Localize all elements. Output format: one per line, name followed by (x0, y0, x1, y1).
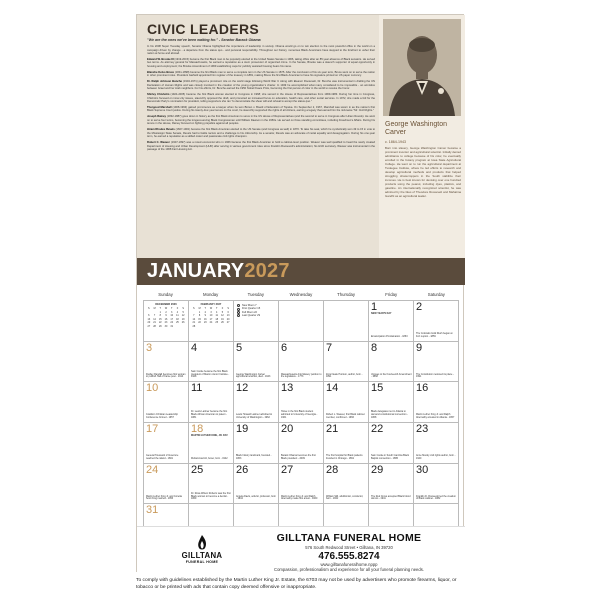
bio-name: Robert C. Weaver (147, 141, 170, 145)
mini-calendar-day: 27 (226, 321, 230, 325)
bio-paragraph (147, 93, 375, 104)
day-note: Barack Obama becomes the first Black president - 2009 (281, 453, 316, 460)
mini-calendar-day: 28 (192, 324, 196, 328)
moon-phase-label: Full Moon 22 (242, 310, 257, 314)
day-note: Angela Davis, activist, professor, born - 1944 (236, 494, 276, 501)
mini-calendar-day: 26 (221, 321, 224, 325)
mini-calendar-day: 2 (204, 310, 206, 314)
mini-calendar-day: 26 (181, 321, 185, 325)
holiday-label: MARTIN LUTHER KING, JR. DAY (191, 434, 228, 437)
day-note: Martin Luther King Jr. and Ralph Abernathy arrested in Atlanta - 1957 (416, 413, 455, 420)
bio-name: Dr. Ralph Johnson Bunche (147, 80, 183, 84)
bio-text: (1904-1971) played a prominent role on the world stage following World War II. Along with Eleanor Roosevelt, Dr. Bunche was instrumental in drafting the UN Declaration of Human Rights and was closely involved in the creation of the young organization's charter. In 1949 he accomplished what many considered to be impossible - an armistice between Israel and her Arab neighbors. For his efforts, Dr. Bunche earned the 1950 Nobel Peace Prize, becoming the first person of color in the world to receive the honor. (147, 80, 375, 91)
mini-calendar-day: 1 (159, 310, 161, 314)
day-number: 16 (416, 382, 429, 395)
mini-calendar-day: 29 (158, 324, 162, 328)
day-number: 17 (146, 423, 159, 435)
mini-calendar-day: 8 (159, 314, 161, 318)
day-note: Franklin D. Roosevelt led the creation of Black cabinet - 1882 (416, 494, 456, 501)
day-cell (144, 382, 189, 423)
mini-calendar-day: T (170, 307, 173, 310)
mini-calendar-day: 22 (158, 321, 162, 325)
mini-calendar-day: 16 (203, 317, 207, 321)
mini-calendar-day: 25 (215, 321, 219, 325)
day-note: General Toussaint L'Ouverture reached the island - 1801 (146, 453, 179, 460)
mini-calendar-day: 15 (198, 317, 201, 321)
day-cell (189, 423, 234, 464)
bio-paragraph (147, 106, 375, 113)
portrait-sidebar (379, 15, 465, 258)
day-number: 28 (326, 463, 339, 476)
day-number: 13 (281, 382, 294, 395)
sponsor-footer (137, 526, 465, 573)
day-number: 3 (146, 341, 153, 354)
day-grid (143, 300, 459, 545)
mini-calendar-day: 23 (164, 321, 168, 325)
moon-phase-label: First Quarter 15 (242, 307, 261, 311)
day-note: Black delegates met in Atlanta to demand constitutional convention - 1868 (371, 410, 408, 420)
february-cell (189, 301, 234, 342)
day-note: Emancipation Proclamation - 1863 (371, 334, 408, 338)
weekday-label: Tuesday (247, 292, 264, 297)
civic-leaders-text (147, 21, 375, 253)
day-number: 12 (236, 382, 249, 395)
mini-calendar-day: T (215, 307, 218, 310)
day-cell (144, 464, 189, 505)
day-cell (144, 342, 189, 383)
day-number: 26 (236, 463, 249, 476)
mini-calendar-day: 13 (226, 314, 230, 318)
day-number: 29 (371, 463, 384, 476)
day-number: 24 (146, 463, 159, 476)
portrait-image (383, 19, 461, 116)
panel-quote: "We are the ones we've been waiting for." - Senator Barack Obama (147, 38, 261, 42)
day-cell (414, 301, 459, 342)
mini-calendar-day: 8 (198, 314, 201, 318)
day-note: Lewis Howard Latimer admitted to University of Washington - 1962 (236, 413, 273, 420)
mini-calendar-day: 23 (203, 321, 207, 325)
day-cell (234, 423, 279, 464)
bio-name: Thurgood Marshall (147, 105, 172, 109)
portrait-dates: c. 1864-1943 (385, 140, 406, 144)
bio-text: (1841-1898) became the first Black man to serve a complete term in the US Senate in 1875. After the conclusion of his six-year term, Bruce went on to serve the nation in other prominent roles. President Garfield appointed him register of the treasury in 1881, making Bruce the first Black American to have his signature printed on US paper currency. (147, 70, 375, 78)
day-number: 2 (416, 301, 423, 313)
mini-calendar-day: 1 (198, 310, 201, 314)
day-cell (189, 342, 234, 383)
moon-icon (237, 314, 240, 317)
mini-calendar-day: 14 (192, 317, 196, 321)
december-cell (144, 301, 189, 342)
business-info (249, 532, 449, 572)
weekday-label: Friday (385, 292, 398, 297)
mini-calendar-day: 28 (153, 324, 156, 328)
bio-text: (1827-1901) became the first Black American elected to the US Senate (and Congress as well) in 1870. To take his seat, which he symbolically won 49 to 15 in vote to the Mississippi State Senate, Revels had to battle racism and a challenge to his citizenship. As a senator, Revels was an advocate of racial equality and desegregation. During his one-year term, he earned a reputation as a skilled orator and passionate civil rights champion. (147, 128, 375, 139)
mini-calendar-day: 15 (158, 317, 162, 321)
mini-calendar-day: F (176, 307, 179, 310)
mini-calendar-day: S (193, 307, 195, 310)
day-note: Sam Cooke in South Carolina Black Baptist convention - 1865 (371, 453, 410, 460)
mini-calendar-day: 12 (181, 314, 185, 318)
day-note: The first hospital for Black patients founded in Chicago - 1891 (326, 453, 363, 460)
day-note: The Colorado Gold Rush began at Fort Lupton - 1859 (416, 331, 453, 338)
mini-calendar-day: T (204, 307, 207, 310)
mini-calendar-day: 24 (209, 321, 213, 325)
day-note: Ulysses to the Fourteenth Amendment - 1868 (371, 372, 412, 379)
mini-calendar-day: 27 (147, 324, 151, 328)
day-number: 18 (191, 423, 204, 435)
day-number: 25 (191, 463, 204, 476)
mini-calendar-day: 22 (198, 321, 201, 325)
bio-name: Hiram Rhodes Revels (147, 128, 175, 132)
day-note: Black history landmark, founded - 1863 (236, 453, 272, 460)
day-number: 22 (371, 423, 384, 435)
calendar-grid (143, 292, 459, 517)
mini-calendar-day: 7 (193, 314, 195, 318)
logo-text: GILLTANA (181, 551, 223, 560)
mini-calendar-day: 2 (165, 310, 167, 314)
mini-calendar-day: 5 (221, 310, 224, 314)
mini-calendar-day (180, 325, 186, 328)
moon-phase-label: Last Quarter 29 (242, 314, 261, 318)
day-number: 27 (281, 463, 294, 476)
day-number: 15 (371, 382, 384, 395)
empty-cell (279, 301, 324, 342)
bio-name: Edward W. Brooke III (147, 57, 174, 61)
business-name: GILLTANA FUNERAL HOME (276, 532, 422, 544)
day-cell (324, 382, 369, 423)
day-note: The Red Cross accepted Black blood donors - 1941 (371, 494, 411, 501)
day-cell (414, 382, 459, 423)
day-cell (234, 382, 279, 423)
day-cell (369, 342, 414, 383)
day-note: Massachusetts Anti-Slavery petition to the legislature - 1773 (281, 372, 322, 379)
weekday-label: Thursday (337, 292, 356, 297)
mini-calendar-day: 6 (227, 310, 229, 314)
day-number: 19 (236, 423, 249, 435)
day-note: George Washington Carver agricultural scientist, died - 1943 (236, 372, 271, 379)
day-number: 30 (416, 463, 429, 476)
month-name: JANUARY (147, 260, 245, 282)
mini-calendar-day: 6 (148, 314, 150, 318)
mini-calendar-day: S (182, 307, 184, 310)
day-note: Muhammad Ali, boxer, born - 1942 (191, 456, 228, 460)
day-number: 5 (236, 341, 243, 354)
mini-calendar-day: 11 (215, 314, 218, 318)
mini-calendar-day: 16 (164, 317, 168, 321)
mini-calendar-day: 20 (226, 317, 230, 321)
weekday-label: Monday (203, 292, 219, 297)
mini-calendar-day: T (159, 307, 162, 310)
mini-calendar-day: 3 (171, 310, 173, 314)
day-cell (324, 423, 369, 464)
day-cell (234, 342, 279, 383)
mini-calendar-day: 7 (153, 314, 156, 318)
day-number: 4 (191, 341, 198, 354)
mini-calendar-day: 19 (181, 317, 185, 321)
day-cell (414, 423, 459, 464)
day-cell (279, 464, 324, 505)
day-note: William Still, abolitionist, conductor, born - 1821 (326, 494, 364, 501)
day-number: 6 (281, 341, 288, 354)
bio-paragraph (147, 45, 375, 56)
business-website[interactable]: www.gilltanafuneralhome.nppp (320, 562, 378, 567)
funeral-home-logo (167, 535, 237, 564)
day-note: Robert L. Weaver, first Black cabinet member, confirmed - 1966 (326, 413, 365, 420)
day-cell (369, 382, 414, 423)
bio-paragraph (147, 141, 375, 152)
mini-calendar-day: F (221, 307, 224, 310)
bio-paragraph (147, 128, 375, 139)
mini-calendar-day: 21 (153, 321, 156, 325)
weekday-label: Sunday (158, 292, 173, 297)
mini-calendar-day: 17 (170, 317, 174, 321)
day-note: Coalition Christian Leadership Conference formed - 1957 (146, 413, 178, 420)
mini-calendar-day: 11 (176, 314, 179, 318)
business-address: 576 South Redwood Street • Gilltana, IN 39720 (305, 545, 393, 550)
day-note: Martin Luther King Jr. and Coretta Scott King married - 1953 (146, 494, 182, 501)
mini-calendar-day: 20 (147, 321, 151, 325)
moon-cell (234, 301, 279, 342)
bio-text: (1908-1993) gained prominence as a lawyer when he won Brown v. Board of Education of Topeka. On September 2, 1967, Marshall was sworn in as the nation's first Black Supreme Court justice. During his twenty-four-year tenure on the court, he staunchly supported the rights of all citizens, earning a legacy that earned him the nickname "Mr. Civil Rights." (147, 105, 375, 113)
day-number: 9 (416, 341, 423, 354)
month-title (147, 260, 290, 283)
bio-paragraph (147, 80, 375, 91)
mini-calendar-day: 4 (216, 310, 218, 314)
moon-phase-label: New Moon 7 (242, 304, 257, 307)
mini-calendar-day: 21 (192, 321, 196, 325)
day-number: 8 (371, 341, 378, 354)
bio-text: (1907-1997) was a noted economist who in 1966 became the first Black American to hold a cabinet-level position. Weaver was well qualified to head the newly created Department of Housing and Urban Development (HUD) after serving in various government roles since Franklin Roosevelt's administration; his HUD secretary. Weaver was instrumental in the passage of the 1968 Fair Housing Act. (147, 141, 375, 152)
mini-calendar-day: S (227, 307, 229, 310)
weekday-label: Wednesday (289, 292, 313, 297)
bio-name: Shirley Chisholm (147, 93, 170, 97)
mini-calendar-day: 19 (221, 317, 224, 321)
day-cell (369, 464, 414, 505)
mini-calendar-day: 14 (153, 317, 156, 321)
mini-calendar-day: 3 (210, 310, 212, 314)
panel-title: CIVIC LEADERS (147, 21, 260, 37)
day-note: Anne Moody civil rights author, born - 1940 (416, 453, 456, 460)
day-cell (279, 382, 324, 423)
day-number: 20 (281, 423, 294, 435)
mini-calendar-title: FEBRUARY 2027 (200, 303, 222, 306)
business-tagline: Compassion, professionalism and experience for all your funeral planning needs. (274, 567, 424, 572)
logo-subtext: FUNERAL HOME (185, 560, 219, 564)
weekday-label: Saturday (427, 292, 445, 297)
mini-calendar-day: 5 (182, 310, 184, 314)
day-number: 1 (371, 301, 378, 313)
civic-leaders-panel (137, 15, 465, 258)
day-cell (189, 464, 234, 505)
day-cell (369, 423, 414, 464)
mini-calendar-day: 18 (215, 317, 219, 321)
day-note: Martin Luther King Jr. and Ralph Abernathy made first arrest - 1960 (281, 494, 318, 501)
flame-icon (197, 535, 207, 551)
bio-paragraph (147, 115, 375, 126)
day-cell (144, 423, 189, 464)
bio-text: (1832-1887) goes down in history as the first Black American to serve in the US House of Representatives (and the second to serve in Congress after Hiram Revels). He went on to serve four terms, becoming the longest-serving Black Congressman until William Dawson in the 1950s. He served on three standing committees, including Freedmen's Affairs. During his tenure in the House, Rainey focused on fighting prejudice against all peoples. (147, 115, 375, 126)
mini-calendar-day: 24 (170, 321, 174, 325)
bio-paragraph (147, 58, 375, 69)
day-note: Zora Neale Hurston, author, born - 1891 (326, 372, 363, 379)
day-number: 14 (326, 382, 339, 395)
mini-calendar-day: M (198, 307, 201, 310)
bio-list (147, 45, 375, 152)
holiday-label: NEW YEAR'S DAY (371, 312, 392, 315)
mini-calendar-day (225, 325, 231, 328)
day-note: The Constitution restored its place - 1991 (416, 372, 454, 379)
mini-calendar-day: S (148, 307, 150, 310)
day-note: Dudley Randall becomes first woman to publish Hall of Fame poet - 1914 (146, 372, 186, 379)
mini-calendar-day: M (153, 307, 156, 310)
mini-calendar-day: 17 (209, 317, 213, 321)
bio-paragraph (147, 71, 375, 78)
day-note: Howe in the first Black student admitted to University of Georgia - 1961 (281, 410, 318, 420)
day-cell (324, 342, 369, 383)
moon-phase-row (237, 314, 277, 317)
day-number: 23 (416, 423, 429, 435)
day-number: 10 (146, 382, 159, 395)
weekday-header (143, 292, 459, 300)
day-cell (324, 464, 369, 505)
mini-calendar-title: DECEMBER 2026 (155, 303, 177, 306)
february-mini-calendar (191, 303, 231, 329)
portrait-bio: Born into slavery, George Washington Carver became a prominent inventor and agricultural scientist. Initially denied admittance to college because of his color, he eventually enrolled in the botany program at Iowa State Agricultural College. He went on to run the agricultural department at Tuskegee Institute, where he led efforts to research and develop agricultural methods and products that helped struggling sharecroppers in the South stabilize their incomes. He is best known for devising over one hundred products using the peanut, including dyes, plastics, and gasoline. An internationally recognized scientist, he was admired by the likes of Theodore Roosevelt and Mahatma Gandhi as an agricultural leader. (385, 146, 461, 198)
mini-calendar-day: 4 (176, 310, 179, 314)
bio-text: (1919-2015) became the first Black man to be popularly elected to the United States Senate in 1966, taking office after an 85-year absence of Black senators. He served two terms. As attorney general for Massachusetts, he earned a reputation as a stern prosecutor of organized crime. In the Senate, Brooke was a staunch supporter of equal opportunity in housing and employment; the Brooke Amendment of 1969 establishing caps for publicly assisted housing bears his name. (147, 57, 375, 68)
month-banner (137, 258, 465, 285)
day-cell (189, 382, 234, 423)
mini-calendar-day: 30 (164, 324, 168, 328)
december-mini-calendar (146, 303, 186, 328)
mini-calendar-day: 31 (170, 324, 174, 328)
mini-calendar-day: 10 (170, 314, 174, 318)
day-cell (279, 423, 324, 464)
day-number: 7 (326, 341, 333, 354)
mini-calendar-day: 9 (204, 314, 206, 318)
day-number: 11 (191, 382, 203, 395)
mini-calendar-day: 9 (165, 314, 167, 318)
bio-text: (1924-2005) became the first Black woman elected to Congress in 1968; she served in the House of Representatives from 1969-1983. During her time in Congress, Chisholm focused on inner-city issues, staunchly opposed the draft, and promoted an increased focus on education, health care, and other social services. In 1972, she made a bid for the Democratic Party's nomination for president, telling supporters she ran "to demonstrate the sheer will and refusal to accept the status quo." (147, 93, 375, 104)
bio-text: In his 2008 Super Tuesday speech, Senator Obama highlighted the importance of leadership in society. Obama would go on to win election to the most powerful office in the world on a campaign driven by change - a departure from the status quo - and personal responsibility. Throughout our history, numerous Black Americans have stepped to the forefront to usher their nation at home and abroad. (147, 45, 375, 55)
mini-calendar-day: W (164, 307, 168, 310)
day-cell (234, 464, 279, 505)
day-note: Sam Cooke became the first Black president of Marion Junior Institute - 1928 (191, 369, 230, 379)
mini-calendar-day: 13 (147, 317, 151, 321)
mini-calendar-day: 12 (221, 314, 224, 318)
calendar-page (136, 14, 464, 572)
day-cell (369, 301, 414, 342)
day-note: Dr. Lewis Latimer became the first Black African American to patent - 1881 (191, 410, 228, 420)
moon-phases (237, 304, 277, 318)
bio-name: Blanche Kelso Bruce (147, 70, 174, 74)
portrait-name: George Washington Carver (385, 121, 447, 136)
mini-calendar-day: 25 (176, 321, 179, 325)
day-cell (414, 464, 459, 505)
empty-cell (324, 301, 369, 342)
day-cell (279, 342, 324, 383)
bio-name: Joseph Rainey (147, 115, 167, 119)
day-number: 21 (326, 423, 339, 435)
business-phone: 476.555.8274 (318, 551, 380, 562)
day-note: Dr. Rosa Wilson Roberts was the first Black woman to become a dentist - 1869 (191, 491, 231, 501)
day-number: 31 (146, 504, 159, 517)
mini-calendar-day: 18 (176, 317, 179, 321)
month-year: 2027 (244, 260, 290, 282)
day-cell (414, 342, 459, 383)
mini-calendar-day: 10 (209, 314, 213, 318)
mini-calendar-day: W (209, 307, 213, 310)
disclaimer-text: To comply with guidelines established by the Martin Luther King Jr. Estate, the 6703 may not be used by advertisers who promote firearms, liquor, or tobacco or be printed with ads that contain copy deemed offensive or inappropriate. (136, 578, 457, 590)
